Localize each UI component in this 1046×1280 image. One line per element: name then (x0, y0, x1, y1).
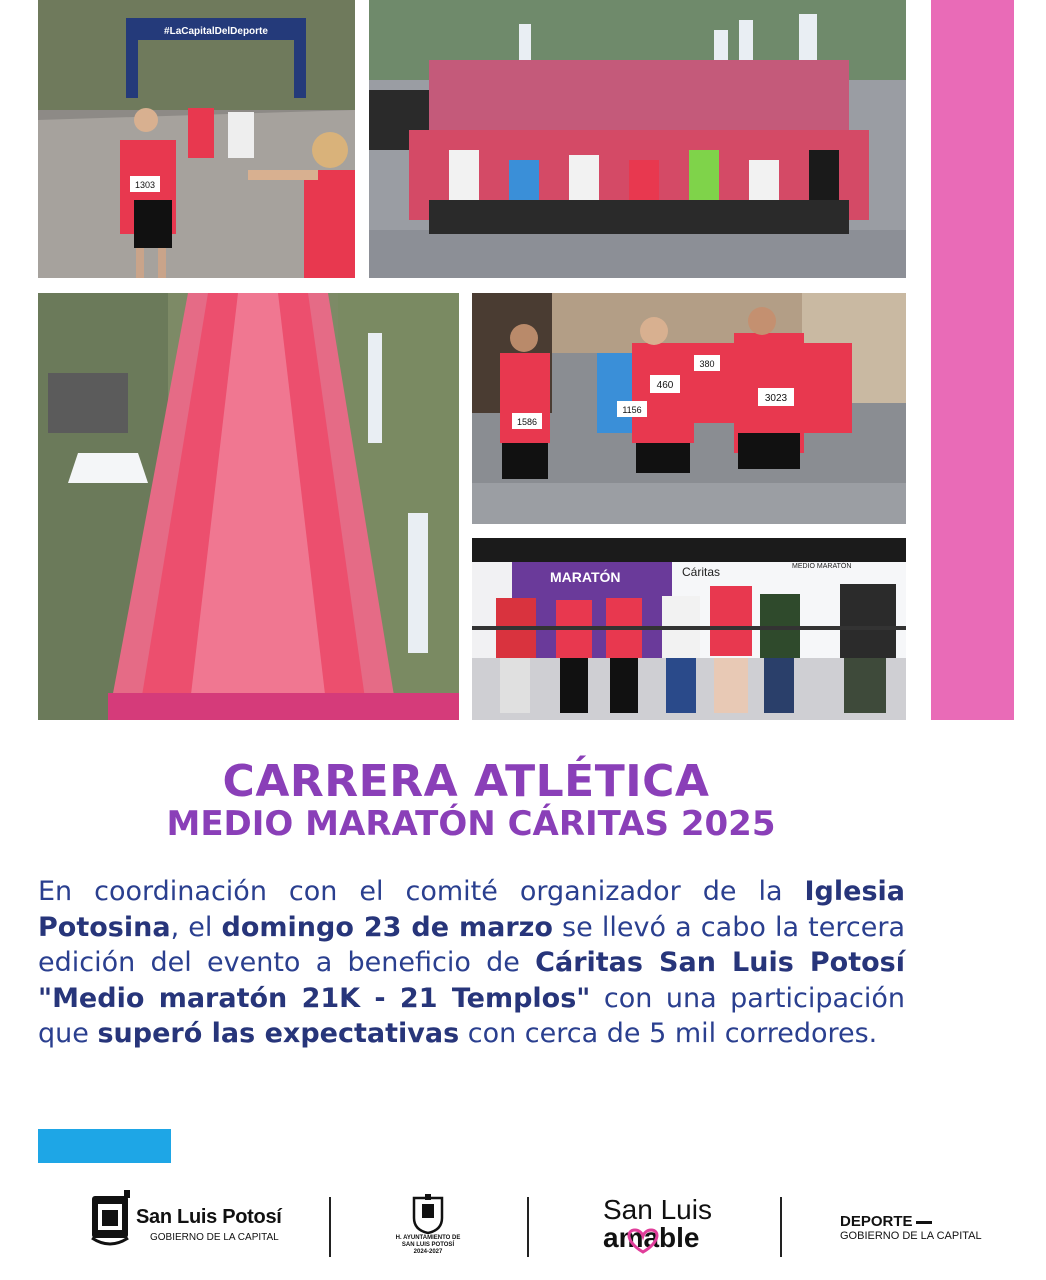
bib-3: 460 (656, 380, 674, 391)
logo-deporte (840, 1213, 1000, 1253)
body-bold-3: Cáritas San Luis Potosí "Medio maratón 21K - 21 Templos" (38, 947, 905, 1014)
runner-bib: 1303 (134, 180, 156, 190)
bib-1: 1586 (516, 417, 538, 427)
title-line-2: MEDIO MARATÓN CÁRITAS 2025 (166, 804, 776, 844)
footer-divider-3 (780, 1197, 782, 1257)
blue-accent-bar (38, 1129, 171, 1163)
footer-divider-2 (527, 1197, 529, 1257)
photo-runners-closeup (472, 293, 906, 524)
title-line-1: CARRERA ATLÉTICA (222, 756, 710, 807)
deporte-line-2: GOBIERNO DE LA CAPITAL (840, 1230, 982, 1242)
body-bold-1: Iglesia Potosina (38, 876, 905, 943)
body-text-5: con cerca de 5 mil corredores. (459, 1018, 878, 1049)
logo-ayuntamiento (390, 1194, 466, 1260)
body-text-2: , el (170, 911, 222, 943)
logo-san-luis-amable (600, 1194, 724, 1258)
photo-stage-officials (472, 538, 906, 720)
slp-sub: GOBIERNO DE LA CAPITAL (150, 1232, 279, 1243)
ayto-line-2: SAN LUIS POTOSÍ (401, 1242, 455, 1248)
deporte-line-1: DEPORTE (840, 1213, 913, 1230)
body-bold-4: superó las expectativas (97, 1018, 460, 1049)
photo-finish-arch (38, 0, 355, 278)
pink-side-bar (931, 0, 1014, 720)
deporte-underline (916, 1221, 932, 1224)
bib-5: 3023 (764, 393, 788, 404)
heart-icon (622, 1228, 664, 1254)
photo-aerial-crowd (38, 293, 459, 720)
body-text-3: se llevó a cabo la tercera edición del evento a beneficio de (38, 911, 905, 978)
bib-4: 380 (699, 359, 715, 369)
amable-line-1: San Luis (603, 1194, 712, 1225)
body-paragraph (38, 874, 905, 1052)
logo-san-luis-potosi (88, 1188, 288, 1252)
footer-divider-1 (329, 1197, 331, 1257)
crest-icon (411, 1194, 445, 1234)
amable-line-2: amable (603, 1222, 700, 1253)
bib-2: 1156 (622, 405, 642, 415)
arch-banner-text: #LaCapitalDelDeporte (164, 26, 268, 37)
body-text-4: con una participación que (38, 982, 906, 1049)
slp-name: San Luis Potosí (136, 1206, 282, 1228)
stage-caritas: Cáritas (682, 565, 721, 579)
ayto-line-1: H. AYUNTAMIENTO DE (395, 1235, 461, 1241)
shield-icon (88, 1188, 132, 1248)
stage-title: MARATÓN (550, 569, 621, 585)
photo-start-crowd (369, 0, 906, 278)
ayto-line-3: 2024-2027 (413, 1249, 443, 1255)
body-text-1: En coordinación con el comité organizador de la (38, 876, 805, 907)
body-bold-2: domingo 23 de marzo (221, 911, 553, 943)
stage-medio: MEDIO MARATÓN (792, 563, 852, 570)
